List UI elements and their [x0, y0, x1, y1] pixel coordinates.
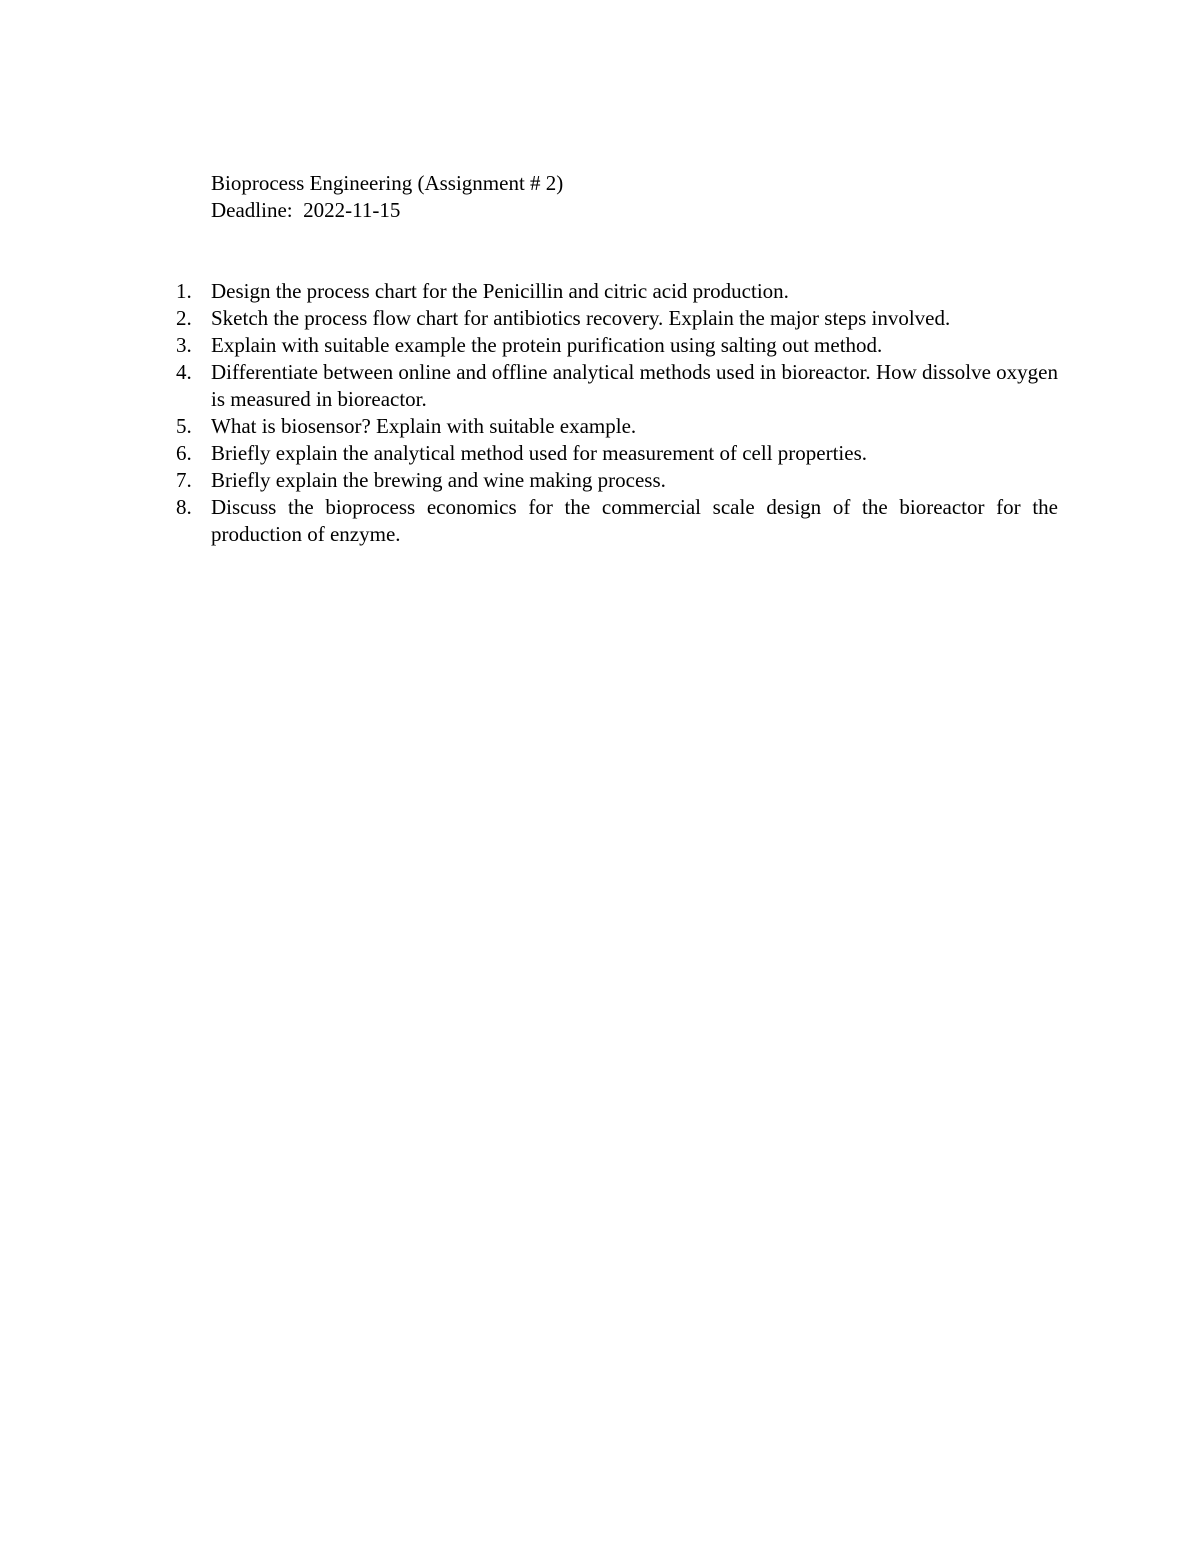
- question-text: Briefly explain the analytical method used for measurement of cell properties.: [211, 441, 868, 465]
- question-text: Differentiate between online and offline analytical methods used in bioreactor. How dissolve oxygen is measured in bioreactor.: [211, 360, 1058, 411]
- question-number: 4.: [176, 360, 192, 384]
- question-item: [172, 413, 1058, 440]
- question-item: [172, 332, 1058, 359]
- question-number: 6.: [176, 441, 192, 465]
- assignment-deadline: Deadline: 2022-11-15: [211, 198, 401, 222]
- question-number: 1.: [176, 279, 192, 303]
- assignment-header: [211, 170, 563, 224]
- question-text: Discuss the bioprocess economics for the commercial scale design of the bioreactor for the production of enzyme.: [211, 495, 1058, 546]
- question-item: [172, 467, 1058, 494]
- question-item: [172, 494, 1058, 548]
- question-list: [172, 278, 1058, 548]
- question-text: What is biosensor? Explain with suitable example.: [211, 414, 637, 438]
- question-number: 5.: [176, 414, 192, 438]
- question-text: Briefly explain the brewing and wine making process.: [211, 468, 666, 492]
- question-item: [172, 305, 1058, 332]
- question-number: 8.: [176, 495, 192, 519]
- assignment-title: Bioprocess Engineering (Assignment # 2): [211, 171, 564, 195]
- question-text: Explain with suitable example the protein purification using salting out method.: [211, 333, 883, 357]
- question-number: 7.: [176, 468, 192, 492]
- question-text: Sketch the process flow chart for antibiotics recovery. Explain the major steps involved.: [211, 306, 951, 330]
- question-item: [172, 278, 1058, 305]
- question-item: [172, 359, 1058, 413]
- question-item: [172, 440, 1058, 467]
- question-number: 3.: [176, 333, 192, 357]
- question-number: 2.: [176, 306, 192, 330]
- question-text: Design the process chart for the Penicillin and citric acid production.: [211, 279, 789, 303]
